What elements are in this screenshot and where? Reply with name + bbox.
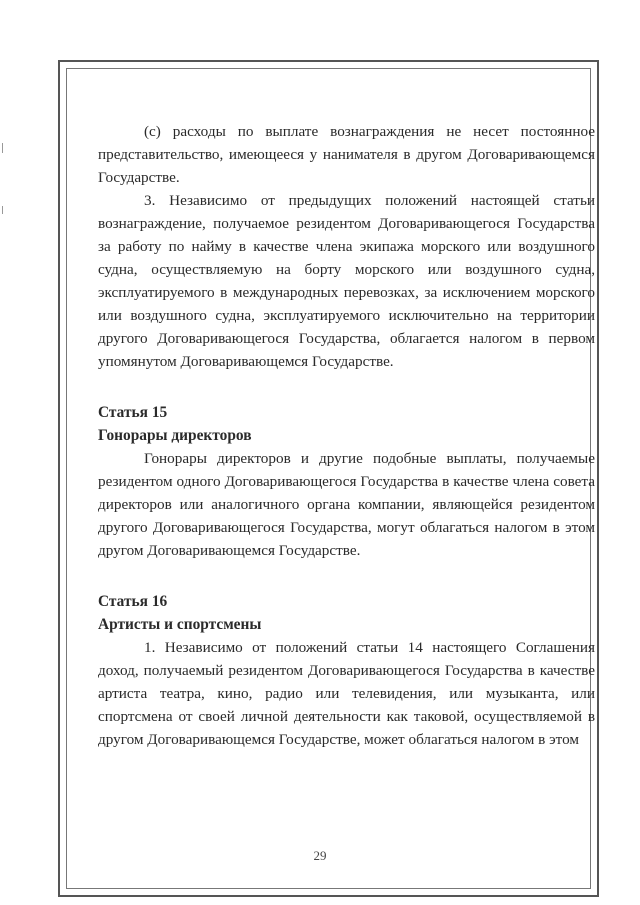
article-16-number: Статья 16	[98, 593, 168, 610]
paragraph-3-crew-remuneration: 3. Независимо от предыдущих положений настоящей статьи вознаграждение, получаемое резидентом Договаривающегося Государства за работу по найму в качестве члена экипажа морского или воздушного судна, осуществляемую на борту морского или воздушного судна, эксплуатируемого в международных перевозках, за исключением морского или воздушного судна, эксплуатируемого исключительно на территории другого Договаривающегося Государства, облагается налогом в первом упомянутом Договаривающемся Государстве.	[98, 192, 595, 370]
paragraph-c-expenses: (c) расходы по выплате вознаграждения не несет постоянное представительство, имеющееся у нанимателя в другом Договаривающемся Государстве.	[98, 123, 595, 186]
article-16-paragraph-1: 1. Независимо от положений статьи 14 настоящего Соглашения доход, получаемый резидентом Договаривающегося Государства в качестве артиста театра, кино, радио или телевидения, или музыканта, или спортсмена от своей личной деятельности как таковой, осуществляемой в другом Договаривающемся Государстве, может облагаться налогом в этом	[98, 639, 595, 748]
document-body	[98, 120, 595, 751]
article-15-number: Статья 15	[98, 404, 168, 421]
spacer	[98, 373, 595, 401]
article-16-title: Артисты и спортсмены	[98, 616, 262, 633]
scan-edge-mark-top	[2, 143, 3, 153]
article-15-title: Гонорары директоров	[98, 427, 252, 444]
article-15-paragraph: Гонорары директоров и другие подобные выплаты, получаемые резидентом одного Договаривающегося Государства в качестве члена совета директоров или аналогичного органа компании, являющейся резидентом другого Договаривающегося Государства, могут облагаться налогом в этом другом Договаривающемся Государстве.	[98, 450, 595, 559]
page-number: 29	[313, 848, 327, 863]
scan-edge-mark-bottom	[2, 206, 3, 214]
spacer	[98, 562, 595, 590]
